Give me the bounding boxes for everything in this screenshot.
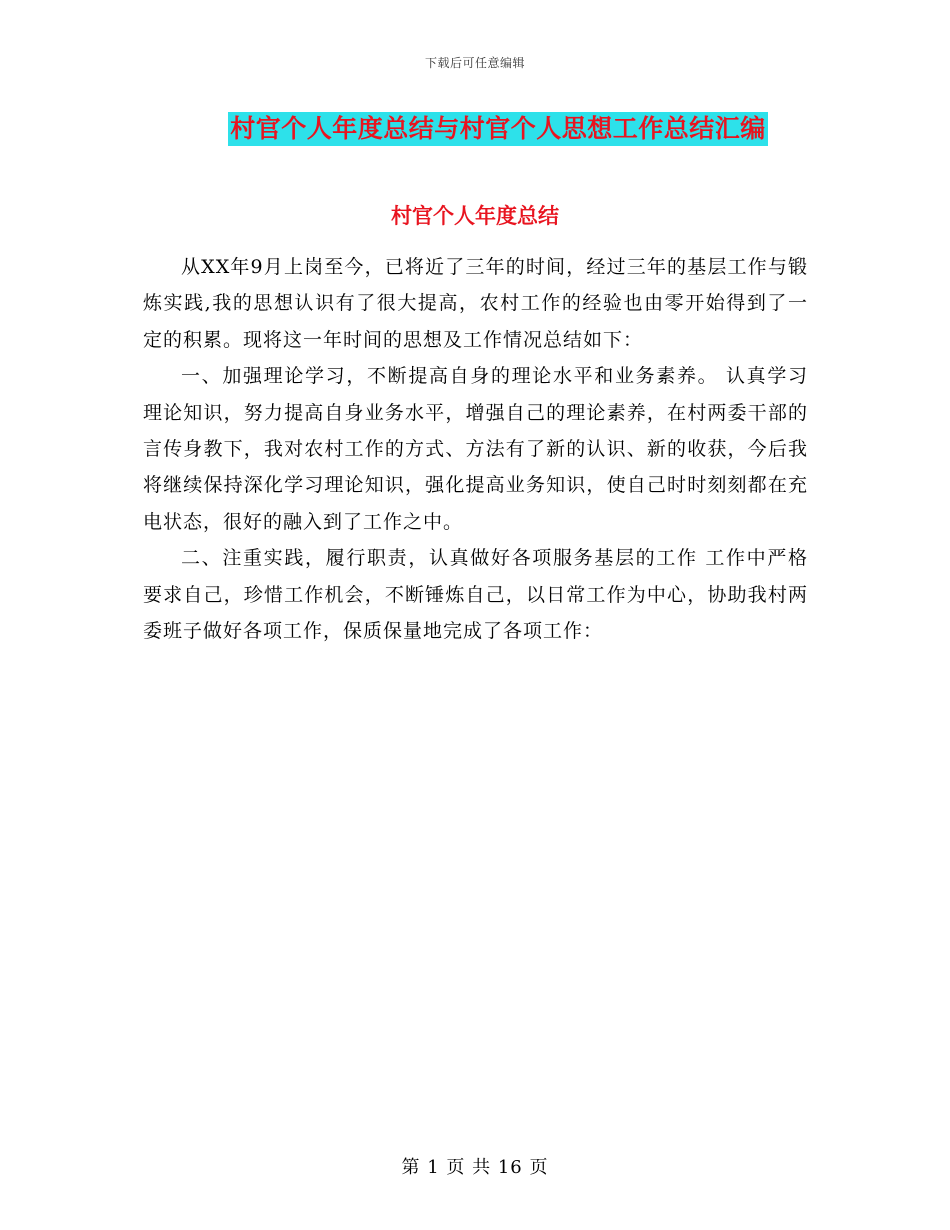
document-body — [143, 249, 808, 649]
page-number-footer: 第 1 页 共 16 页 — [401, 1157, 549, 1178]
paragraph-intro: 从XX年9月上岗至今，已将近了三年的时间，经过三年的基层工作与锻炼实践,我的思想认识有了很大提高，农村工作的经验也由零开始得到了一定的积累。现将这一年时间的思想及工作情况总结如下： — [143, 256, 808, 351]
paragraph-theory-study: 一、加强理论学习，不断提高自身的理论水平和业务素养。 认真学习理论知识，努力提高自身业务水平，增强自己的理论素养，在村两委干部的言传身教下，我对农村工作的方式、方法有了新的认识、新的收获，今后我将继续保持深化学习理论知识，强化提高业务知识，使自己时时刻刻都在充电状态，很好的融入到了工作之中。 — [143, 365, 808, 533]
header-note: 下载后可任意编辑 — [424, 56, 525, 70]
section-title: 村官个人年度总结 — [391, 203, 559, 228]
paragraph-practice: 二、注重实践，履行职责，认真做好各项服务基层的工作 工作中严格要求自己，珍惜工作机会，不断锤炼自己，以日常工作为中心，协助我村两委班子做好各项工作，保质保量地完成了各项工作： — [143, 547, 808, 643]
main-title-container — [0, 112, 950, 146]
document-main-title: 村官个人年度总结与村官个人思想工作总结汇编 — [228, 112, 768, 146]
